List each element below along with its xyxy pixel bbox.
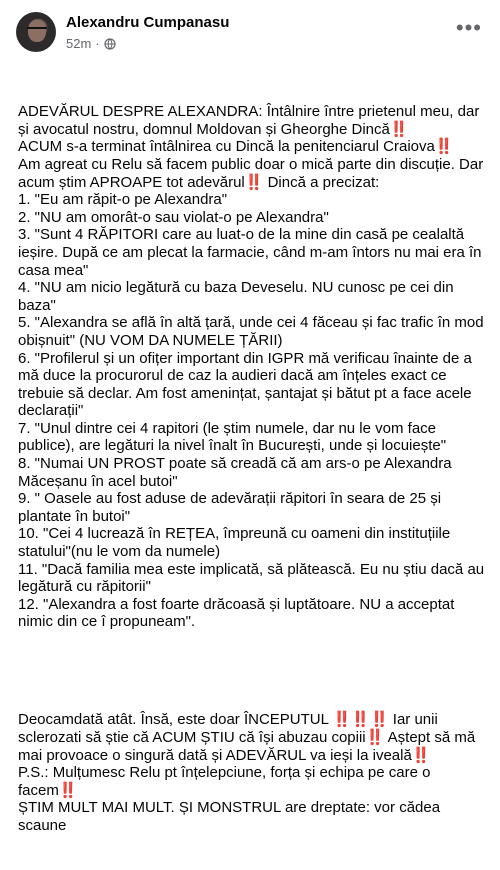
post-content: [18, 68, 488, 870]
globe-icon[interactable]: [104, 38, 116, 50]
author-name[interactable]: Alexandru Cumpanasu: [66, 14, 230, 31]
post-meta: [66, 36, 116, 51]
post-paragraph-2: Deocamdată atât. Însă, este doar ÎNCEPUTUL ‼️‼️‼️ Iar unii sclerozati să știe că ACUM ȘTIU că își abuzau copiii‼️ Aștept să mă mai provoace o singură dată și ADEVĂRUL va ieși la iveală‼️ P.S.: Mulțumesc Relu pt înțelepciune, forța și echipa pe care o facem‼️ ȘTIM MULT MAI MULT. ȘI MONSTRUL are dreptate: vor cădea scaune: [18, 711, 476, 834]
post-paragraph-1: ADEVĂRUL DESPRE ALEXANDRA: Întâlnire între prietenul meu, dar și avocatul nostru, domnul Moldovan și Gheorghe Dincă‼️ ACUM s-a terminat întâlnirea cu Dincă la penitenciarul Craiova‼️ Am agreat cu Relu să facem public doar o mică parte din discuție. Dar acum știm APROAPE tot adevărul‼️ Dincă a precizat: 1. "Eu am răpit-o pe Alexandra" 2. "NU am omorât-o sau violat-o pe Alexandra" 3. "Sunt 4 RĂPITORI care au luat-o de la mine din casă pe cealaltă ieșire. După ce am plecat la farmacie, când m-am întors nu mai era în casa mea" 4. "NU am nicio legătură cu baza Deveselu. NU cunosc pe cei din baza" 5. "Alexandra se află în altă țară, unde cei 4 făceau și fac trafic în mod obișnuit" (NU VOM DA NUMELE ȚĂRII) 6. "Profilerul și un ofițer important din IGPR mă verificau înainte de a mă duce la procurorul de caz la audieri dacă am înțeles exact ce trebuie să declar. Am fost amenințat, șantajat și bătut pt a face acele declarații" 7. "Unul dintre cei 4 rapitori (le știm numele, dar nu le vom face publice), are legături la nivel înalt în București, unde și locuiește" 8. "Numai UN PROST poate să creadă că am ars-o pe Alexandra Măceșanu în acel butoi" 9. " Oasele au fost aduse de adevărații răpitori în seara de 25 și plantate în butoi" 10. "Cei 4 lucrează în REȚEA, împreună cu oameni din instituțiile statului"(nu le vom da numele) 11. "Dacă familia mea este implicată, să plătească. Eu nu știu dacă au legătură cu răpitorii" 12. "Alexandra a fost foarte drăcoasă și luptătoare. NU a acceptat nimic din ce î propuneam".: [18, 103, 485, 631]
post-header: [16, 12, 488, 56]
more-options-icon[interactable]: •••: [455, 15, 482, 40]
post-timestamp[interactable]: 52m: [66, 36, 92, 51]
meta-separator: ·: [95, 36, 100, 51]
avatar-glasses: [27, 27, 47, 34]
paragraph-spacer: [18, 666, 488, 676]
avatar[interactable]: [16, 12, 56, 52]
